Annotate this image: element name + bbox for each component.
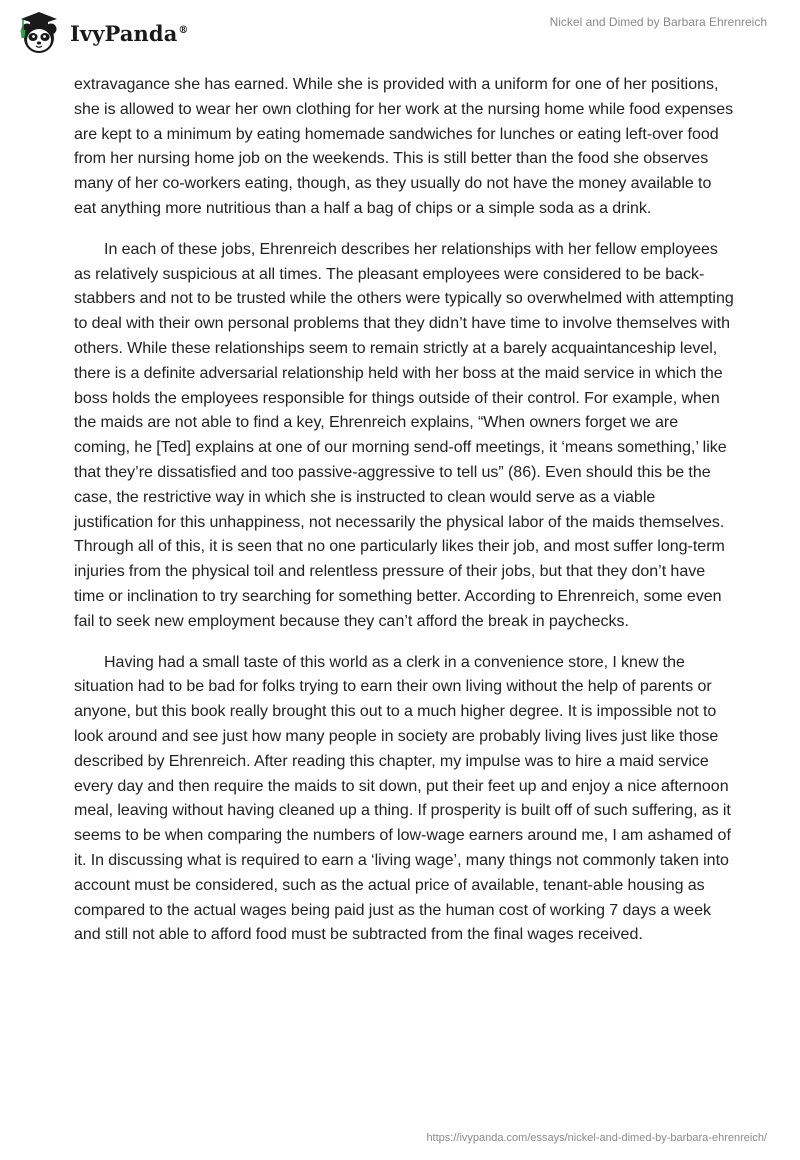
- page-header: [0, 0, 800, 70]
- essay-body: [74, 73, 734, 948]
- registered-mark: ®: [178, 24, 189, 36]
- brand-name-text: IvyPanda: [70, 20, 178, 46]
- source-url[interactable]: https://ivypanda.com/essays/nickel-and-dimed-by-barbara-ehrenreich/: [426, 1132, 767, 1144]
- brand-name: [70, 21, 189, 46]
- panda-graduate-icon: [14, 8, 64, 58]
- brand-logo[interactable]: [14, 8, 189, 58]
- document-title: Nickel and Dimed by Barbara Ehrenreich: [549, 15, 767, 29]
- paragraph-1: extravagance she has earned. While she is provided with a uniform for one of her positions, she is allowed to wear her own clothing for her work at the nursing home while food expenses are kept to a minimum by eating homemade sandwiches for lunches or eating left-over food from her nursing home job on the weekends. This is still better than the food she observes many of her co-workers eating, though, as they usually do not have the money available to eat anything more nutritious than a half a bag of chips or a simple soda as a drink.: [74, 76, 734, 217]
- paragraph-2: In each of these jobs, Ehrenreich describes her relationships with her fellow employees as relatively suspicious at all times. The pleasant employees were considered to be back-stabbers and not to be trusted while the others were typically so overwhelmed with attempting to deal with their own personal problems that they didn’t have time to involve themselves with others. While these relationships seem to remain strictly at a barely acquaintanceship level, there is a definite adversarial relationship held with her boss at the maid service in which the boss holds the employees responsible for things outside of their control. For example, when the maids are not able to find a key, Ehrenreich explains, “When owners forget we are coming, he [Ted] explains at one of our morning send-off meetings, it ‘means something,’ like that they’re dissatisfied and too passive-aggressive to tell us” (86). Even should this be the case, the restrictive way in which she is instructed to clean would serve as a viable justification for this unhappiness, not necessarily the physical labor of the maids themselves. Through all of this, it is seen that no one particularly likes their job, and most suffer long-term injuries from the physical toil and relentless pressure of their jobs, but that they don’t have time or inclination to try searching for something better. According to Ehrenreich, some even fail to seek new employment because they can’t afford the break in paychecks.: [74, 240, 734, 630]
- paragraph-3: Having had a small taste of this world as a clerk in a convenience store, I knew the situation had to be bad for folks trying to earn their own living without the help of parents or anyone, but this book really brought this out to a much higher degree. It is impossible not to look around and see just how many people in society are probably living lives just like those described by Ehrenreich. After reading this chapter, my impulse was to hire a maid service every day and then require the maids to sit down, put their feet up and enjoy a nice afternoon meal, leaving without having cleaned up a thing. If prosperity is built off of such suffering, as it seems to be when comparing the numbers of low-wage earners around me, I am ashamed of it. In discussing what is required to earn a ‘living wage’, many things not commonly taken into account must be considered, such as the actual price of available, tenant-able housing as compared to the actual wages being paid just as the human cost of working 7 days a week and still not able to afford food must be subtracted from the final wages received.: [74, 653, 731, 944]
